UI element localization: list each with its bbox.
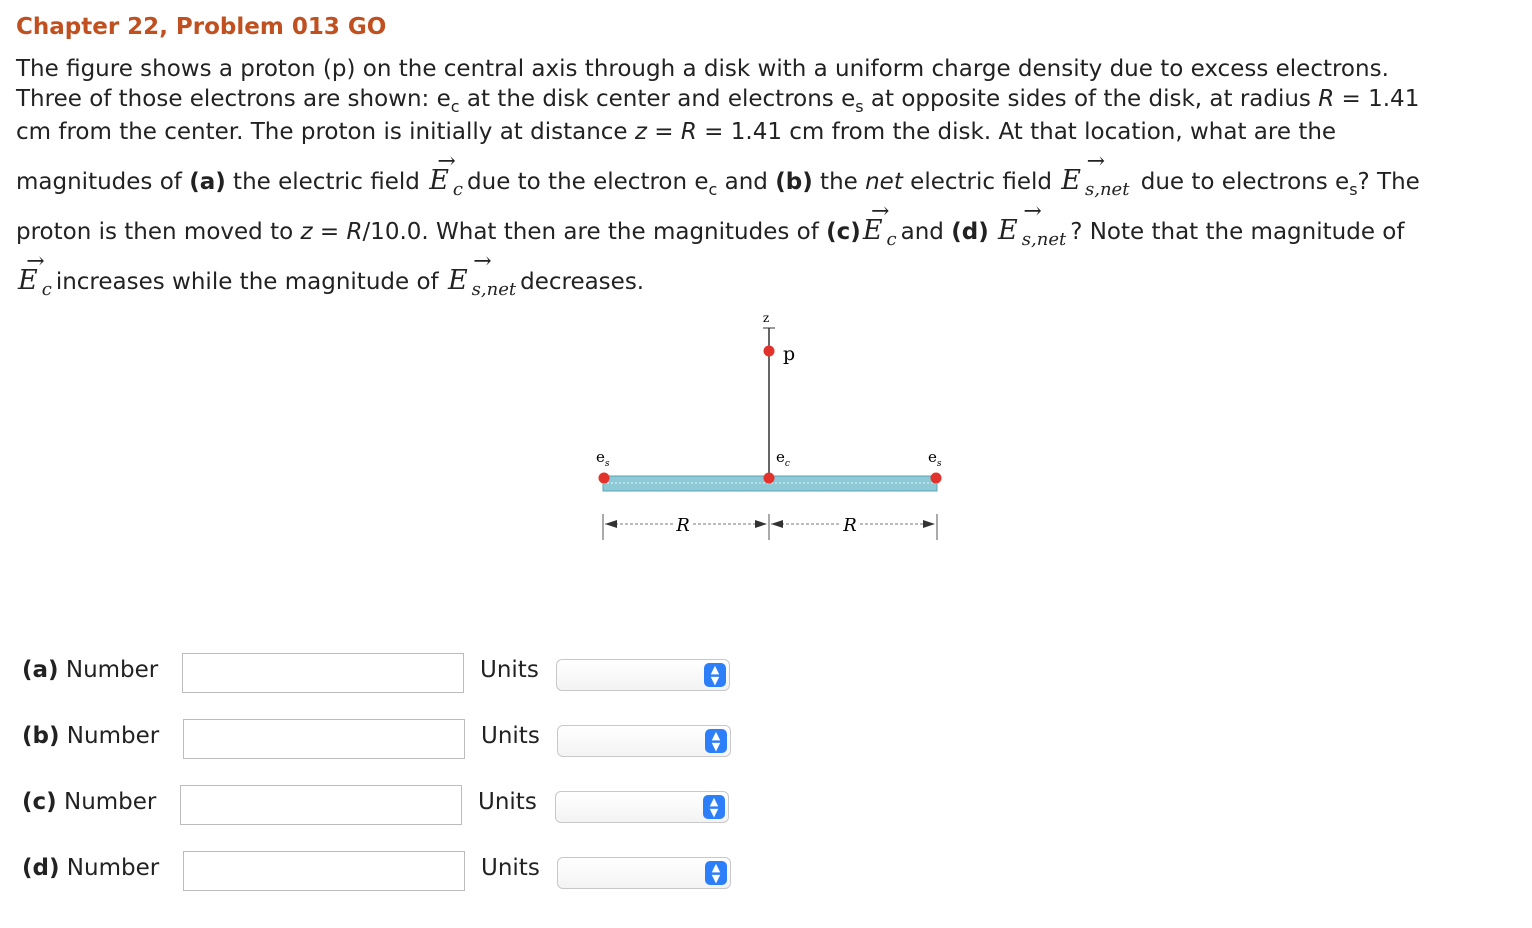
- problem-line-2: [16, 86, 1420, 116]
- text-segment: the electric field: [225, 169, 428, 195]
- z-axis-label: z: [762, 311, 770, 325]
- variable-R: R: [680, 119, 697, 145]
- variable-R: R: [346, 219, 363, 245]
- text-segment: =: [312, 219, 347, 245]
- problem-line-1: The figure shows a proton (p) on the central axis through a disk with a uniform charge density due to excess electrons.: [16, 56, 1389, 82]
- units-select-d[interactable]: [557, 857, 731, 889]
- proton-label: p: [783, 343, 796, 365]
- answer-label-c: [22, 789, 156, 815]
- right-electron-label: [928, 448, 942, 469]
- units-label-d: Units: [481, 855, 540, 881]
- units-select-b[interactable]: [557, 725, 731, 757]
- vector-symbol: E: [862, 215, 883, 246]
- variable-z: z: [634, 119, 647, 145]
- part-marker: (b): [22, 723, 60, 749]
- electron-symbol: e: [596, 448, 605, 466]
- left-radius-label: R: [676, 515, 690, 536]
- text-segment: /10.0. What then are the magnitudes of: [362, 219, 827, 245]
- variable-R: R: [1318, 86, 1335, 112]
- part-a-marker: (a): [189, 169, 226, 195]
- text-segment: cm from the center. The proton is initially at distance: [16, 119, 635, 145]
- part-c-marker: (c): [826, 219, 861, 245]
- vector-subscript: s,net: [471, 279, 517, 300]
- number-input-a[interactable]: [182, 653, 464, 693]
- right-electron-dot: [931, 473, 942, 484]
- text-segment: =: [646, 119, 681, 145]
- text-segment: due to the electron e: [467, 169, 709, 195]
- units-label-c: Units: [478, 789, 537, 815]
- vector-symbol: E: [447, 265, 468, 296]
- text-segment: proton is then moved to: [16, 219, 301, 245]
- electron-subscript: s: [604, 459, 610, 469]
- electron-subscript: s: [936, 459, 942, 469]
- units-select-a[interactable]: [556, 659, 730, 691]
- label-text: Number: [58, 657, 159, 683]
- text-segment: at opposite sides of the disk, at radius: [863, 86, 1319, 112]
- vector-arrow-icon: →: [473, 249, 492, 274]
- updown-chevron-icon[interactable]: ▲ ▼: [704, 663, 726, 687]
- right-radius-label: R: [843, 515, 857, 536]
- updown-chevron-icon[interactable]: ▲ ▼: [705, 729, 727, 753]
- disk-diagram: [585, 300, 965, 560]
- text-segment: decreases.: [520, 269, 645, 295]
- emphasis-net: net: [865, 169, 903, 195]
- problem-line-3: [16, 119, 1336, 145]
- number-input-c[interactable]: [180, 785, 462, 825]
- text-segment: magnitudes of: [16, 169, 190, 195]
- label-text: Number: [59, 855, 160, 881]
- problem-line-4: [16, 149, 1420, 200]
- subscript: c: [450, 97, 460, 116]
- subscript: c: [708, 180, 718, 199]
- vector-subscript: c: [41, 279, 52, 300]
- center-electron-dot: [764, 473, 775, 484]
- vector-arrow-icon: →: [26, 249, 45, 274]
- text-segment: = 1.41 cm from the disk. At that location, what are the: [696, 119, 1337, 145]
- vector-E-snet: [998, 199, 1067, 250]
- arrowhead-icon: [755, 520, 767, 528]
- answer-row-b: [0, 719, 760, 765]
- units-label-b: Units: [481, 723, 540, 749]
- vector-symbol: E: [18, 265, 38, 296]
- arrowhead-icon: [771, 520, 783, 528]
- vector-arrow-icon: →: [1086, 149, 1106, 174]
- part-marker: (d): [22, 855, 60, 881]
- proton-dot: [764, 346, 775, 357]
- vector-subscript: c: [886, 229, 897, 250]
- subscript: s: [1349, 180, 1358, 199]
- vector-symbol: E: [429, 165, 449, 196]
- answer-row-a: [0, 653, 760, 699]
- vector-subscript: c: [452, 179, 464, 200]
- problem-line-6: [16, 249, 645, 300]
- text-segment: and: [900, 219, 952, 245]
- number-input-d[interactable]: [183, 851, 465, 891]
- vector-E-c: [862, 199, 897, 250]
- answer-label-d: [22, 855, 159, 881]
- text-segment: and: [717, 169, 776, 195]
- problem-title: Chapter 22, Problem 013 GO: [16, 14, 387, 40]
- electron-symbol: e: [776, 448, 785, 466]
- left-electron-label: [596, 448, 610, 469]
- answer-label-b: [22, 723, 159, 749]
- left-electron-dot: [599, 473, 610, 484]
- disk-figure: [585, 300, 965, 560]
- text-segment: = 1.41: [1334, 86, 1420, 112]
- center-electron-label: [776, 448, 790, 469]
- part-marker: (c): [22, 789, 57, 815]
- vector-E-c: [429, 149, 464, 200]
- part-marker: (a): [22, 657, 59, 683]
- units-label-a: Units: [480, 657, 539, 683]
- vector-arrow-icon: →: [437, 149, 456, 174]
- vector-symbol: E: [998, 215, 1018, 246]
- vector-symbol: E: [1061, 165, 1081, 196]
- vector-E-c: [18, 249, 52, 300]
- number-input-b[interactable]: [183, 719, 465, 759]
- vector-arrow-icon: →: [1023, 199, 1042, 224]
- answer-row-c: [0, 785, 760, 831]
- label-text: Number: [56, 789, 157, 815]
- text-segment: electric field: [902, 169, 1060, 195]
- problem-line-5: [16, 199, 1405, 250]
- arrowhead-icon: [923, 520, 935, 528]
- units-select-c[interactable]: [555, 791, 729, 823]
- text-segment: Three of those electrons are shown: e: [16, 86, 451, 112]
- electron-subscript: c: [784, 459, 790, 469]
- text-segment: due to electrons e: [1133, 169, 1350, 195]
- text-segment: increases while the magnitude of: [55, 269, 446, 295]
- arrowhead-icon: [605, 520, 617, 528]
- vector-subscript: s,net: [1021, 229, 1067, 250]
- updown-chevron-icon[interactable]: ▲ ▼: [703, 795, 725, 819]
- part-b-marker: (b): [775, 169, 813, 195]
- text-segment: at the disk center and electrons e: [459, 86, 856, 112]
- text-segment: ? The: [1357, 169, 1420, 195]
- vector-E-snet: [1061, 149, 1130, 200]
- answer-label-a: [22, 657, 158, 683]
- label-text: Number: [59, 723, 160, 749]
- vector-arrow-icon: →: [871, 199, 890, 224]
- vector-E-snet: [447, 249, 517, 300]
- answer-row-d: [0, 851, 760, 897]
- electron-symbol: e: [928, 448, 937, 466]
- text-segment: ? Note that the magnitude of: [1070, 219, 1405, 245]
- variable-z: z: [300, 219, 313, 245]
- text-segment: the: [812, 169, 866, 195]
- updown-chevron-icon[interactable]: ▲ ▼: [705, 861, 727, 885]
- vector-subscript: s,net: [1085, 179, 1130, 200]
- part-d-marker: (d): [951, 219, 989, 245]
- subscript: s: [855, 97, 864, 116]
